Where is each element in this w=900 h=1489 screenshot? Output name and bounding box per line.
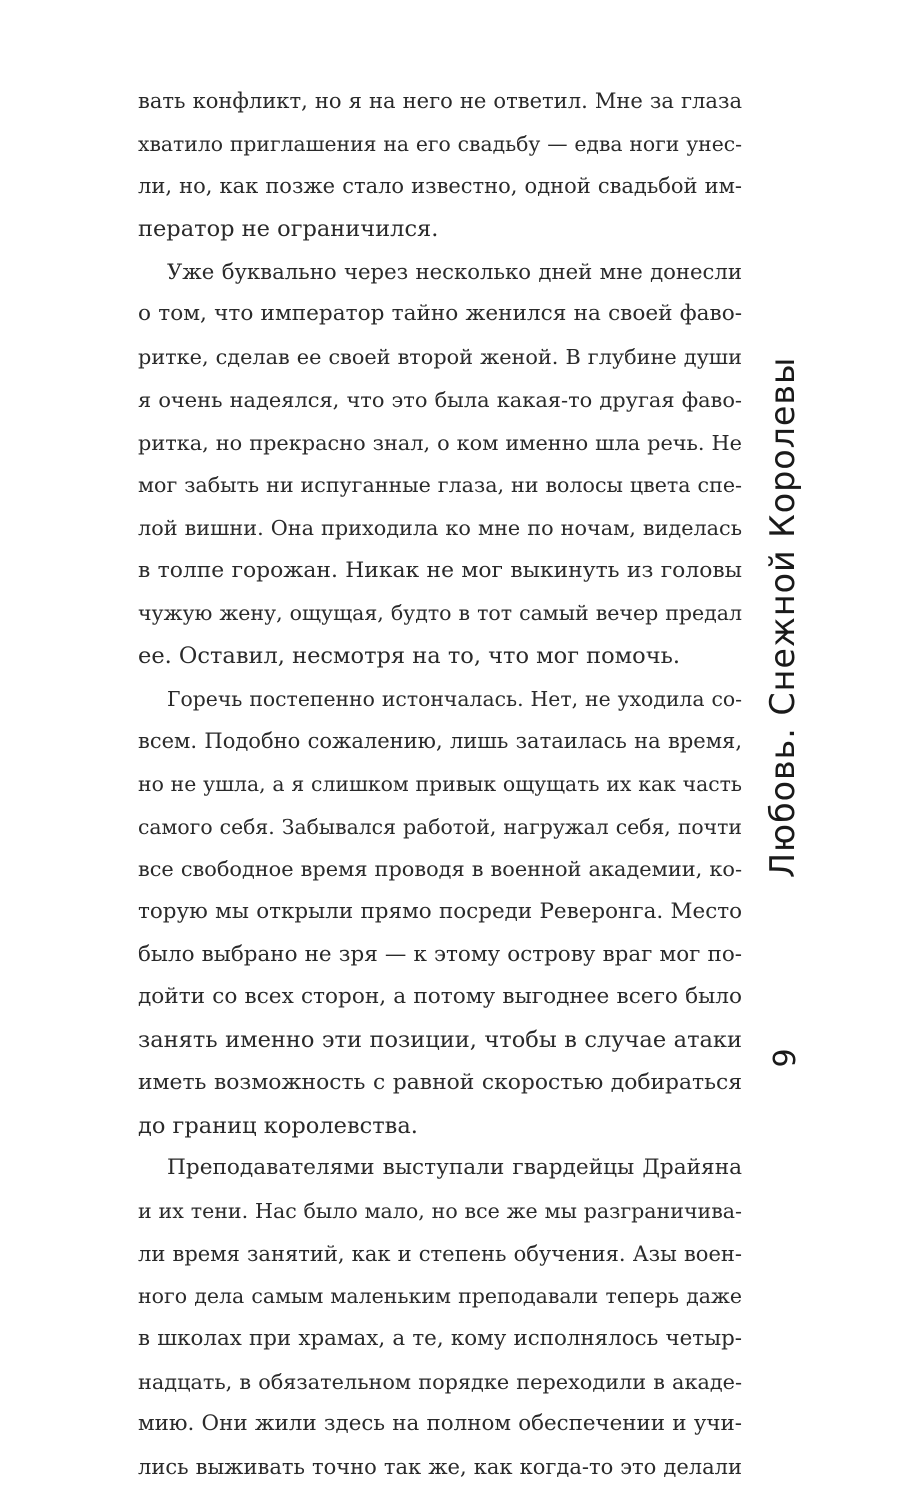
text-line: Преподавателями выступали гвардейцы Драйяна [167, 1155, 742, 1181]
text-line: Горечь постепенно истончалась. Нет, не уходила со- [167, 686, 742, 711]
text-line: ного дела самым маленьким преподавали теперь даже [138, 1284, 742, 1309]
text-line: ли время занятий, как и степень обучения. Азы воен- [138, 1240, 742, 1266]
text-line: вать конфликт, но я на него не ответил. Мне за глаза [138, 88, 742, 113]
text-line: мию. Они жили здесь на полном обеспечении и учи- [138, 1411, 742, 1437]
text-line: в школах при храмах, а те, кому исполнялось четыр- [138, 1325, 742, 1351]
text-line: иметь возможность с равной скоростью добираться [138, 1069, 742, 1095]
text-line: самого себя. Забывался работой, нагружал себя, почти [138, 814, 742, 839]
text-line: все свободное время проводя в военной академии, ко- [138, 857, 742, 882]
running-head: Любовь. Снежной Королевы [763, 356, 803, 878]
body-text [138, 80, 742, 1489]
page-number: 9 [768, 1048, 803, 1068]
text-line: лись выживать точно так же, как когда-то это делали [138, 1454, 742, 1479]
text-line: занять именно эти позиции, чтобы в случае атаки [138, 1027, 742, 1054]
text-line: было выбрано не зря — к этому острову враг мог по- [138, 941, 742, 967]
text-line: торую мы открыли прямо посреди Реверонга. Место [138, 899, 742, 925]
text-line: до границ королевства. [138, 1112, 418, 1139]
text-line: Уже буквально через несколько дней мне донесли [167, 258, 742, 284]
text-line: чужую жену, ощущая, будто в тот самый вечер предал [138, 601, 742, 626]
text-line: и их тени. Нас было мало, но все же мы разграничива- [138, 1198, 742, 1223]
text-line: я очень надеялся, что это была какая-то другая фаво- [138, 387, 742, 412]
text-line: дойти со всех сторон, а потому выгоднее всего было [138, 984, 742, 1010]
text-line: ее. Оставил, несмотря на то, что мог помочь. [138, 642, 680, 669]
text-line: надцать, в обязательном порядке переходили в акаде- [138, 1369, 742, 1394]
text-line: всем. Подобно сожалению, лишь затаилась на время, [138, 728, 742, 754]
text-line: но не ушла, а я слишком привык ощущать их как часть [138, 772, 742, 796]
text-line: хватило приглашения на его свадьбу — едва ноги унес- [138, 131, 742, 156]
text-line: мог забыть ни испуганные глаза, ни волосы цвета спе- [138, 473, 742, 498]
text-line: ператор не ограничился. [138, 216, 439, 243]
text-line: ритка, но прекрасно знал, о ком именно шла речь. Не [138, 430, 742, 455]
text-line: ритке, сделав ее своей второй женой. В глубине души [138, 345, 742, 370]
text-line: о том, что император тайно женился на своей фаво- [138, 301, 742, 327]
text-line: ли, но, как позже стало известно, одной свадьбой им- [138, 174, 742, 199]
text-line: в толпе горожан. Никак не мог выкинуть из головы [138, 557, 742, 583]
text-line: лой вишни. Она приходила ко мне по ночам, виделась [138, 515, 742, 540]
